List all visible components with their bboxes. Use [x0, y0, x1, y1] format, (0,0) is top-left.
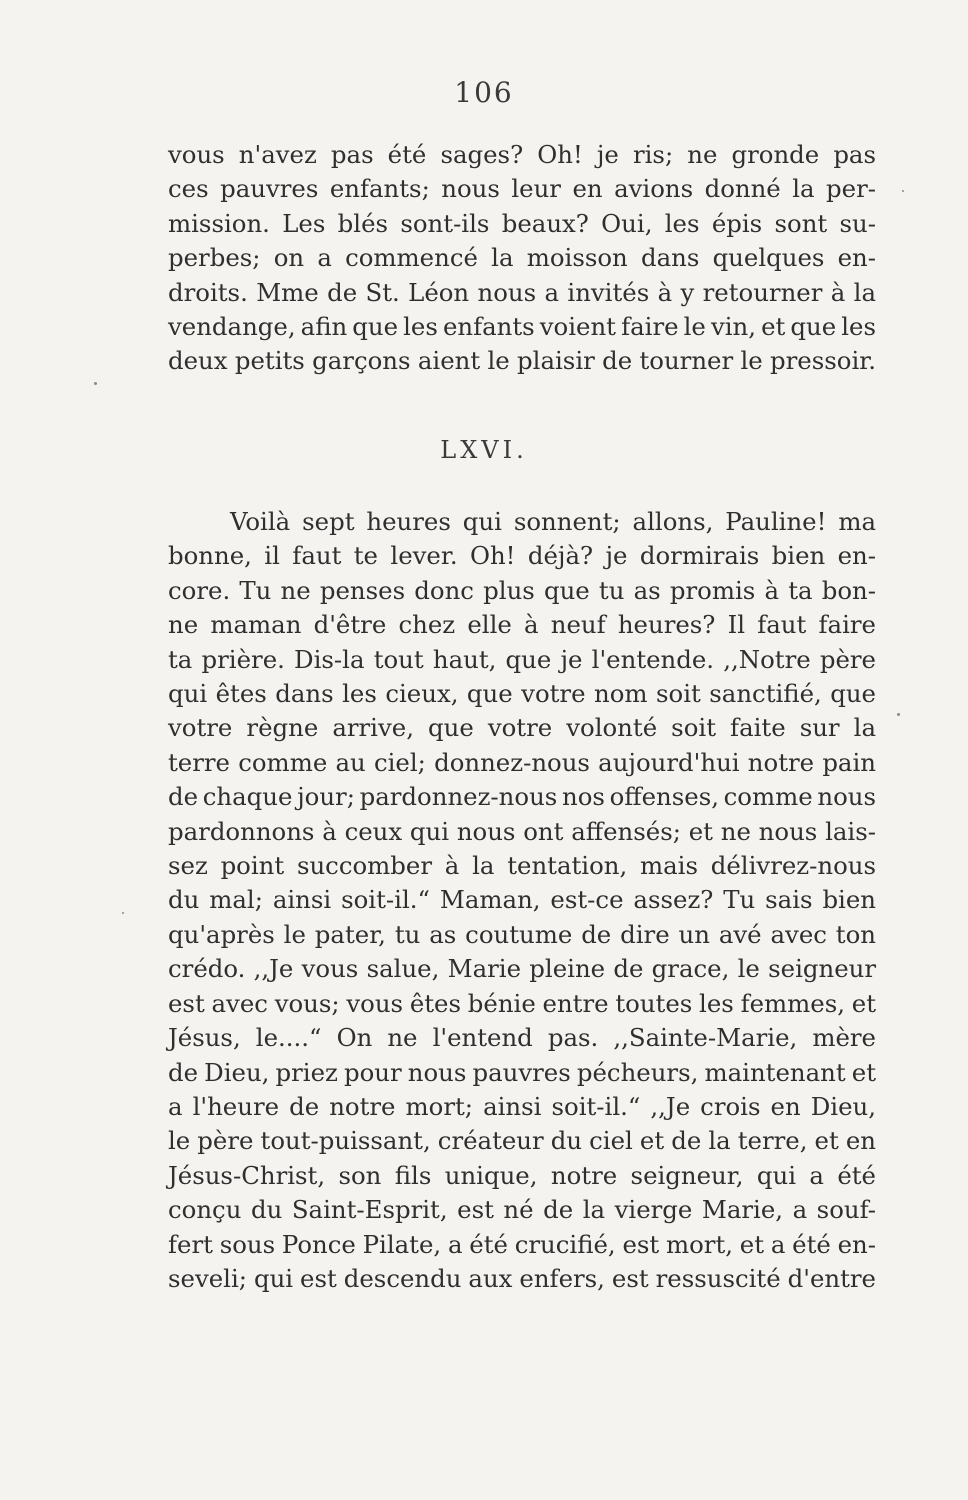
page-number: 106 [454, 76, 514, 109]
text-line: ta prière. Dis-la tout haut, que je l'entende. ,,Notre père [168, 644, 876, 674]
text-line: core. Tu ne penses donc plus que tu as promis à ta bon- [168, 575, 876, 605]
text-line: seveli; qui est descendu aux enfers, est ressuscité d'entre [168, 1263, 876, 1293]
text-line: crédo. ,,Je vous salue, Marie pleine de grace, le seigneur [168, 954, 876, 984]
text-line: Voilà sept heures qui sonnent; allons, Pauline! ma [230, 507, 876, 536]
scan-speck [122, 912, 124, 914]
text-line: du mal; ainsi soit-il.“ Maman, est-ce assez? Tu sais bien [168, 885, 876, 915]
text-line: votre règne arrive, que votre volonté soit faite sur la [168, 713, 876, 743]
scan-speck [897, 713, 900, 716]
text-line: a l'heure de notre mort; ainsi soit-il.“ ,,Je crois en Dieu, [168, 1091, 876, 1121]
text-line: qu'après le pater, tu as coutume de dire un avé avec ton [168, 919, 876, 949]
text-line: qui êtes dans les cieux, que votre nom soit sanctifié, que [168, 679, 876, 709]
text-line: vendange, afin que les enfants voient faire le vin, et que les [168, 312, 876, 342]
text-line: mission. Les blés sont-ils beaux? Oui, les épis sont su- [168, 208, 876, 238]
text-line: terre comme au ciel; donnez-nous aujourd'hui notre pain [168, 747, 876, 777]
text-line: sez point succomber à la tentation, mais délivrez-nous [168, 851, 876, 881]
text-line: est avec vous; vous êtes bénie entre toutes les femmes, et [168, 988, 876, 1018]
text-line: deux petits garçons aient le plaisir de tourner le pressoir. [168, 346, 876, 376]
text-line: bonne, il faut te lever. Oh! déjà? je dormirais bien en- [168, 541, 876, 571]
text-line: droits. Mme de St. Léon nous a invités à y retourner à la [168, 277, 876, 307]
text-line: fert sous Ponce Pilate, a été crucifié, est mort, et a été en- [168, 1229, 876, 1259]
paragraph-prayer [168, 505, 876, 1296]
text-line: Jésus-Christ, son fils unique, notre seigneur, qui a été [168, 1160, 876, 1190]
scan-speck [94, 382, 97, 385]
text-line: de Dieu, priez pour nous pauvres pécheurs, maintenant et [168, 1057, 876, 1087]
text-line: de chaque jour; pardonnez-nous nos offenses, comme nous [168, 782, 876, 812]
scan-speck [902, 190, 904, 192]
paragraph-continuation [168, 138, 876, 379]
text-line: conçu du Saint-Esprit, est né de la vierge Marie, a souf- [168, 1195, 876, 1225]
section-heading: LXVI. [440, 436, 528, 464]
text-line: perbes; on a commencé la moisson dans quelques en- [168, 243, 876, 273]
text-line: ces pauvres enfants; nous leur en avions donné la per- [168, 174, 876, 204]
text-line: vous n'avez pas été sages? Oh! je ris; ne gronde pas [168, 140, 876, 169]
text-line: pardonnons à ceux qui nous ont affensés; et ne nous lais- [168, 816, 876, 846]
text-line: le père tout-puissant, créateur du ciel et de la terre, et en [168, 1126, 876, 1156]
text-line: Jésus, le....“ On ne l'entend pas. ,,Sainte-Marie, mère [168, 1023, 876, 1053]
text-line: ne maman d'être chez elle à neuf heures? Il faut faire [168, 610, 876, 640]
